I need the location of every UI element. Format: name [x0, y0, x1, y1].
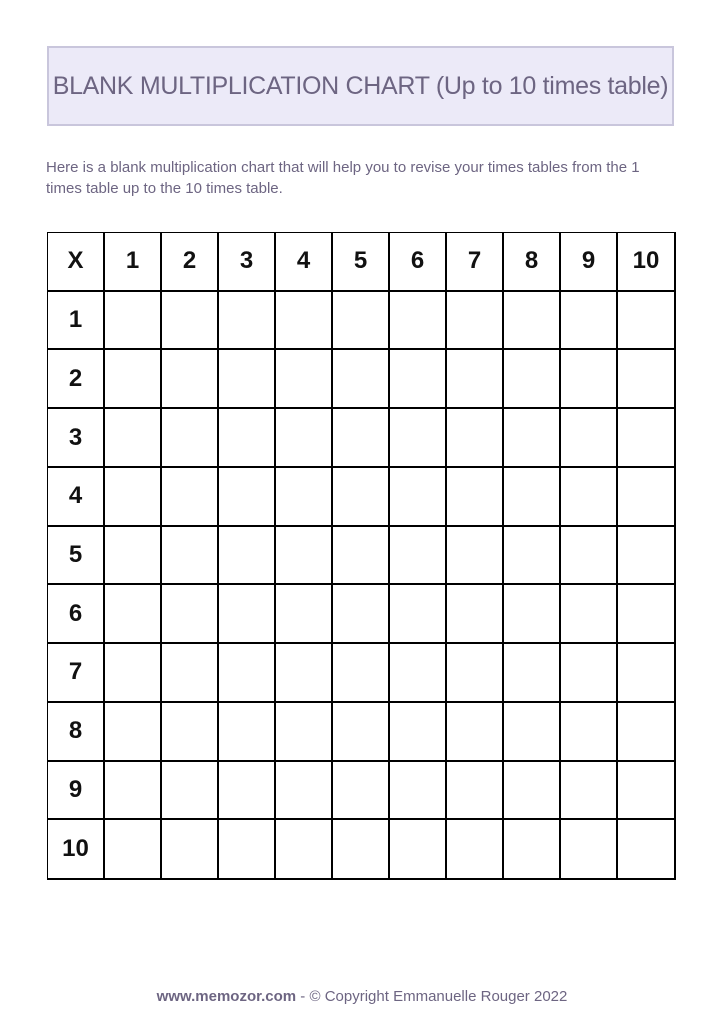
answer-cell[interactable] [162, 527, 219, 586]
answer-cell[interactable] [447, 527, 504, 586]
answer-cell[interactable] [561, 820, 618, 879]
answer-cell[interactable] [390, 703, 447, 762]
answer-cell[interactable] [105, 644, 162, 703]
answer-cell[interactable] [618, 585, 675, 644]
footer-separator: - [296, 988, 310, 1005]
row-header-cell: 6 [48, 585, 105, 644]
answer-cell[interactable] [162, 468, 219, 527]
answer-cell[interactable] [447, 292, 504, 351]
answer-cell[interactable] [333, 703, 390, 762]
answer-cell[interactable] [447, 762, 504, 821]
answer-cell[interactable] [561, 350, 618, 409]
answer-cell[interactable] [504, 409, 561, 468]
answer-cell[interactable] [561, 468, 618, 527]
answer-cell[interactable] [390, 409, 447, 468]
answer-cell[interactable] [105, 585, 162, 644]
answer-cell[interactable] [219, 585, 276, 644]
answer-cell[interactable] [504, 468, 561, 527]
answer-cell[interactable] [618, 820, 675, 879]
answer-cell[interactable] [105, 468, 162, 527]
page-title: BLANK MULTIPLICATION CHART (Up to 10 times table) [52, 71, 669, 100]
answer-cell[interactable] [219, 409, 276, 468]
answer-cell[interactable] [105, 703, 162, 762]
answer-cell[interactable] [561, 703, 618, 762]
answer-cell[interactable] [504, 644, 561, 703]
answer-cell[interactable] [276, 292, 333, 351]
column-header-cell: 8 [504, 233, 561, 292]
answer-cell[interactable] [162, 585, 219, 644]
answer-cell[interactable] [276, 409, 333, 468]
answer-cell[interactable] [618, 468, 675, 527]
answer-cell[interactable] [447, 585, 504, 644]
answer-cell[interactable] [162, 409, 219, 468]
corner-cell: X [48, 233, 105, 292]
answer-cell[interactable] [504, 820, 561, 879]
answer-cell[interactable] [333, 527, 390, 586]
answer-cell[interactable] [162, 644, 219, 703]
answer-cell[interactable] [561, 762, 618, 821]
answer-cell[interactable] [618, 409, 675, 468]
answer-cell[interactable] [276, 703, 333, 762]
answer-cell[interactable] [333, 820, 390, 879]
answer-cell[interactable] [105, 820, 162, 879]
column-header-cell: 10 [618, 233, 675, 292]
footer [0, 988, 724, 1005]
answer-cell[interactable] [618, 703, 675, 762]
answer-cell[interactable] [561, 585, 618, 644]
answer-cell[interactable] [618, 350, 675, 409]
answer-cell[interactable] [504, 350, 561, 409]
answer-cell[interactable] [618, 527, 675, 586]
answer-cell[interactable] [105, 527, 162, 586]
answer-cell[interactable] [447, 703, 504, 762]
column-header-cell: 4 [276, 233, 333, 292]
answer-cell[interactable] [390, 762, 447, 821]
answer-cell[interactable] [162, 820, 219, 879]
answer-cell[interactable] [219, 820, 276, 879]
answer-cell[interactable] [333, 468, 390, 527]
answer-cell[interactable] [162, 762, 219, 821]
row-header-cell: 1 [48, 292, 105, 351]
answer-cell[interactable] [390, 350, 447, 409]
answer-cell[interactable] [105, 292, 162, 351]
answer-cell[interactable] [618, 292, 675, 351]
column-header-cell: 3 [219, 233, 276, 292]
answer-cell[interactable] [219, 527, 276, 586]
row-header-cell: 3 [48, 409, 105, 468]
answer-cell[interactable] [105, 762, 162, 821]
answer-cell[interactable] [504, 527, 561, 586]
answer-cell[interactable] [219, 350, 276, 409]
answer-cell[interactable] [219, 644, 276, 703]
answer-cell[interactable] [504, 703, 561, 762]
row-header-cell: 7 [48, 644, 105, 703]
answer-cell[interactable] [390, 644, 447, 703]
answer-cell[interactable] [162, 292, 219, 351]
answer-cell[interactable] [333, 350, 390, 409]
answer-cell[interactable] [276, 585, 333, 644]
answer-cell[interactable] [447, 350, 504, 409]
answer-cell[interactable] [219, 468, 276, 527]
row-header-cell: 10 [48, 820, 105, 879]
intro-text: Here is a blank multiplication chart that will help you to revise your times tables from the 1 times table up to the 10 times table. [46, 159, 640, 197]
column-header-cell: 6 [390, 233, 447, 292]
answer-cell[interactable] [618, 644, 675, 703]
answer-cell[interactable] [447, 644, 504, 703]
footer-site-link[interactable]: www.memozor.com [156, 988, 297, 1005]
answer-cell[interactable] [105, 350, 162, 409]
row-header-cell: 4 [48, 468, 105, 527]
answer-cell[interactable] [219, 703, 276, 762]
answer-cell[interactable] [504, 585, 561, 644]
footer-copyright: © Copyright Emmanuelle Rouger 2022 [309, 988, 568, 1005]
answer-cell[interactable] [333, 409, 390, 468]
answer-cell[interactable] [561, 292, 618, 351]
answer-cell[interactable] [276, 820, 333, 879]
answer-cell[interactable] [561, 409, 618, 468]
column-header-cell: 1 [105, 233, 162, 292]
answer-cell[interactable] [276, 350, 333, 409]
answer-cell[interactable] [219, 292, 276, 351]
answer-cell[interactable] [333, 762, 390, 821]
answer-cell[interactable] [390, 468, 447, 527]
answer-cell[interactable] [162, 350, 219, 409]
title-box [47, 46, 674, 126]
answer-cell[interactable] [447, 468, 504, 527]
answer-cell[interactable] [504, 292, 561, 351]
answer-cell[interactable] [504, 762, 561, 821]
answer-cell[interactable] [162, 703, 219, 762]
answer-cell[interactable] [390, 292, 447, 351]
answer-cell[interactable] [276, 762, 333, 821]
row-header-cell: 9 [48, 762, 105, 821]
answer-cell[interactable] [333, 292, 390, 351]
column-header-cell: 2 [162, 233, 219, 292]
row-header-cell: 2 [48, 350, 105, 409]
answer-cell[interactable] [333, 644, 390, 703]
answer-cell[interactable] [276, 468, 333, 527]
column-header-cell: 7 [447, 233, 504, 292]
answer-cell[interactable] [390, 820, 447, 879]
multiplication-grid [47, 232, 676, 880]
answer-cell[interactable] [390, 527, 447, 586]
answer-cell[interactable] [390, 585, 447, 644]
answer-cell[interactable] [447, 820, 504, 879]
answer-cell[interactable] [447, 409, 504, 468]
answer-cell[interactable] [105, 409, 162, 468]
row-header-cell: 8 [48, 703, 105, 762]
row-header-cell: 5 [48, 527, 105, 586]
answer-cell[interactable] [276, 644, 333, 703]
answer-cell[interactable] [561, 644, 618, 703]
answer-cell[interactable] [219, 762, 276, 821]
answer-cell[interactable] [618, 762, 675, 821]
answer-cell[interactable] [561, 527, 618, 586]
column-header-cell: 9 [561, 233, 618, 292]
column-header-cell: 5 [333, 233, 390, 292]
answer-cell[interactable] [333, 585, 390, 644]
answer-cell[interactable] [276, 527, 333, 586]
